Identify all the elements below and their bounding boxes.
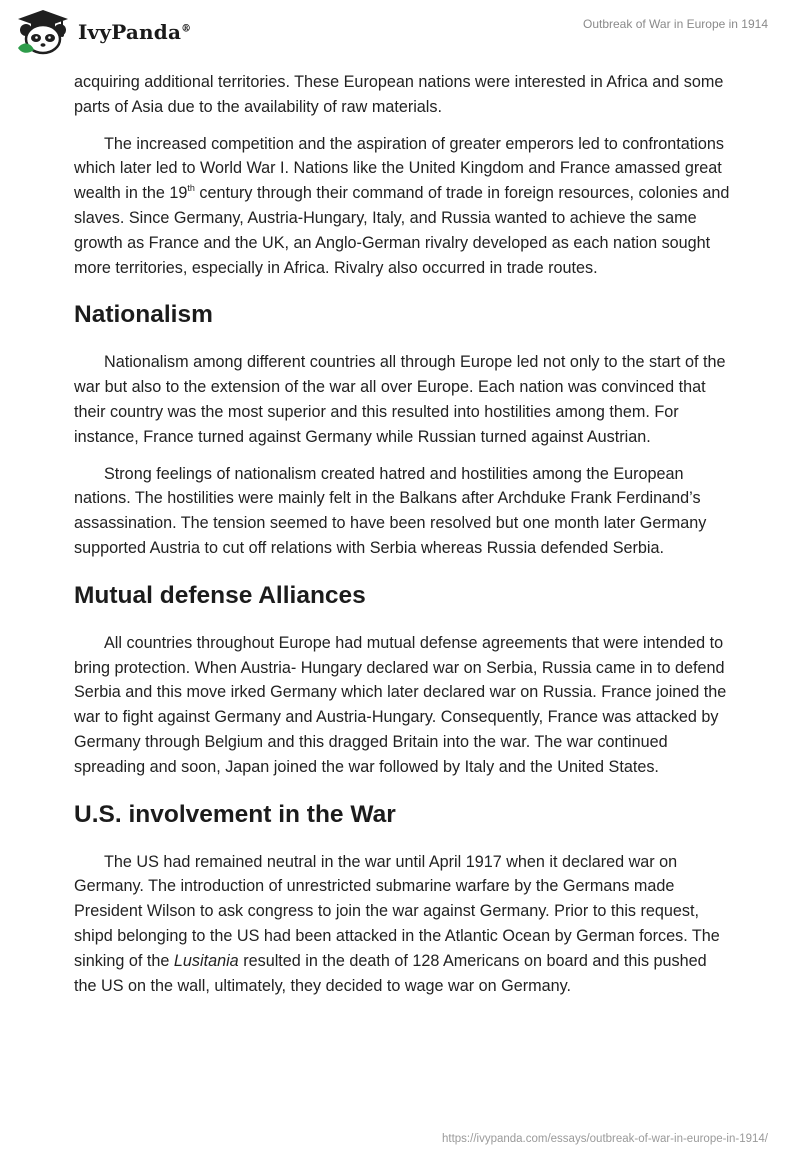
panda-graduation-cap-icon <box>14 8 72 56</box>
ivypanda-logo[interactable] <box>14 8 191 56</box>
heading-nationalism: Nationalism <box>74 301 213 329</box>
paragraph-us-involvement: The US had remained neutral in the war until April 1917 when it declared war on Germany. The introduction of unrestricted submarine warfare by the Germans made President Wilson to ask congress to join the war against Germany. Prior to this request, shipd belonging to the US had been attacked in the Atlantic Ocean by German forces. The sinking of the Lusitania resulted in the death of 128 Americans on board and this pushed the US on the wall, ultimately, they decided to wage war on Germany. <box>74 852 720 995</box>
paragraph-alliances: All countries throughout Europe had mutual defense agreements that were intended to bring protection. When Austria- Hungary declared war on Serbia, Russia came in to defend Serbia and this move irked Germany which later declared war on Russia. France joined the war to fight against Germany and Austria-Hungary. Consequently, France was attacked by Germany through Belgium and this dragged Britain into the war. The war continued spreading and soon, Japan joined the war followed by Italy and the United States. <box>74 633 727 776</box>
paragraph-competition: The increased competition and the aspiration of greater emperors led to confrontations which later led to World War I. Nations like the United Kingdom and France amassed great wealth in the 19th century through their command of trade in foreign resources, colonies and slaves. Since Germany, Austria-Hungary, Italy, and Russia wanted to achieve the same growth as France and the UK, an Anglo-German rivalry developed as each nation sought more territories, especially in Africa. Rivalry also occurred in trade routes. <box>74 134 730 277</box>
source-url[interactable]: https://ivypanda.com/essays/outbreak-of-war-in-europe-in-1914/ <box>442 1133 768 1145</box>
heading-us-involvement: U.S. involvement in the War <box>74 800 396 828</box>
paragraph-continued: acquiring additional territories. These European nations were interested in Africa and some parts of Asia due to the availability of raw materials. <box>74 73 724 116</box>
paragraph-nationalism-2: Strong feelings of nationalism created hatred and hostilities among the European nations. The hostilities were mainly felt in the Balkans after Archduke Frank Ferdinand’s assassination. The tension seemed to have been resolved but one month later Germany supported Austria to cut off relations with Serbia whereas Russia defended Serbia. <box>74 464 707 557</box>
logo-wordmark: IvyPanda® <box>78 20 192 44</box>
heading-mutual-defense-alliances: Mutual defense Alliances <box>74 581 366 609</box>
page-header <box>0 0 800 70</box>
document-title: Outbreak of War in Europe in 1914 <box>583 17 768 31</box>
paragraph-nationalism-1: Nationalism among different countries all through Europe led not only to the start of the war but also to the extension of the war all over Europe. Each nation was convinced that their country was the most superior and this resulted into hostilities among them. For instance, France turned against Germany while Russian turned against Austrian. <box>74 353 726 446</box>
essay-body <box>74 70 730 1010</box>
